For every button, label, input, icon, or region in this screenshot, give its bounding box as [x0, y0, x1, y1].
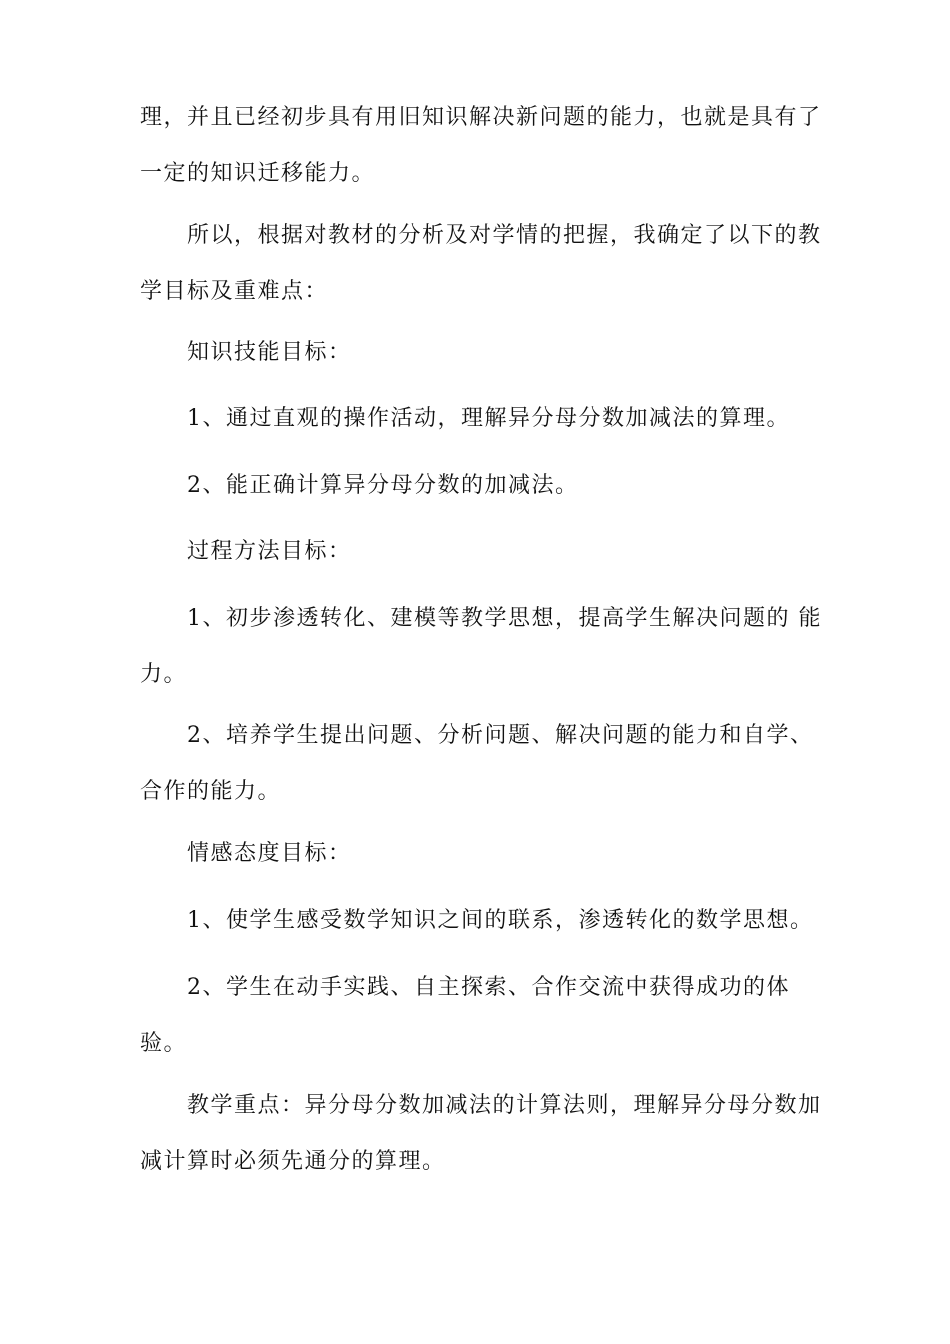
paragraph-teaching-focus: 教学重点：异分母分数加减法的计算法则，理解异分母分数加减计算时必须先通分的算理。	[140, 1093, 822, 1174]
paragraph-emotion-1: 1、使学生感受数学知识之间的联系，渗透转化的数学思想。	[187, 908, 814, 933]
paragraph-continuation: 理，并且已经初步具有用旧知识解决新问题的能力，也就是具有了一定的知识迁移能力。	[140, 105, 822, 186]
heading-process-method: 过程方法目标：	[187, 539, 352, 564]
heading-knowledge-skills: 知识技能目标：	[187, 340, 352, 365]
paragraph-process-2: 2、培养学生提出问题、分析问题、解决问题的能力和自学、合作的能力。	[140, 723, 814, 804]
paragraph-knowledge-2: 2、能正确计算异分母分数的加减法。	[187, 473, 579, 498]
paragraph-process-1: 1、初步渗透转化、建模等教学思想，提高学生解决问题的 能力。	[140, 606, 822, 687]
paragraph-emotion-2: 2、学生在动手实践、自主探索、合作交流中获得成功的体验。	[140, 975, 790, 1056]
paragraph-objectives-intro: 所以，根据对教材的分析及对学情的把握，我确定了以下的教学目标及重难点：	[140, 223, 822, 304]
heading-emotion-attitude: 情感态度目标：	[187, 841, 352, 866]
paragraph-knowledge-1: 1、通过直观的操作活动，理解异分母分数加减法的算理。	[187, 406, 790, 431]
